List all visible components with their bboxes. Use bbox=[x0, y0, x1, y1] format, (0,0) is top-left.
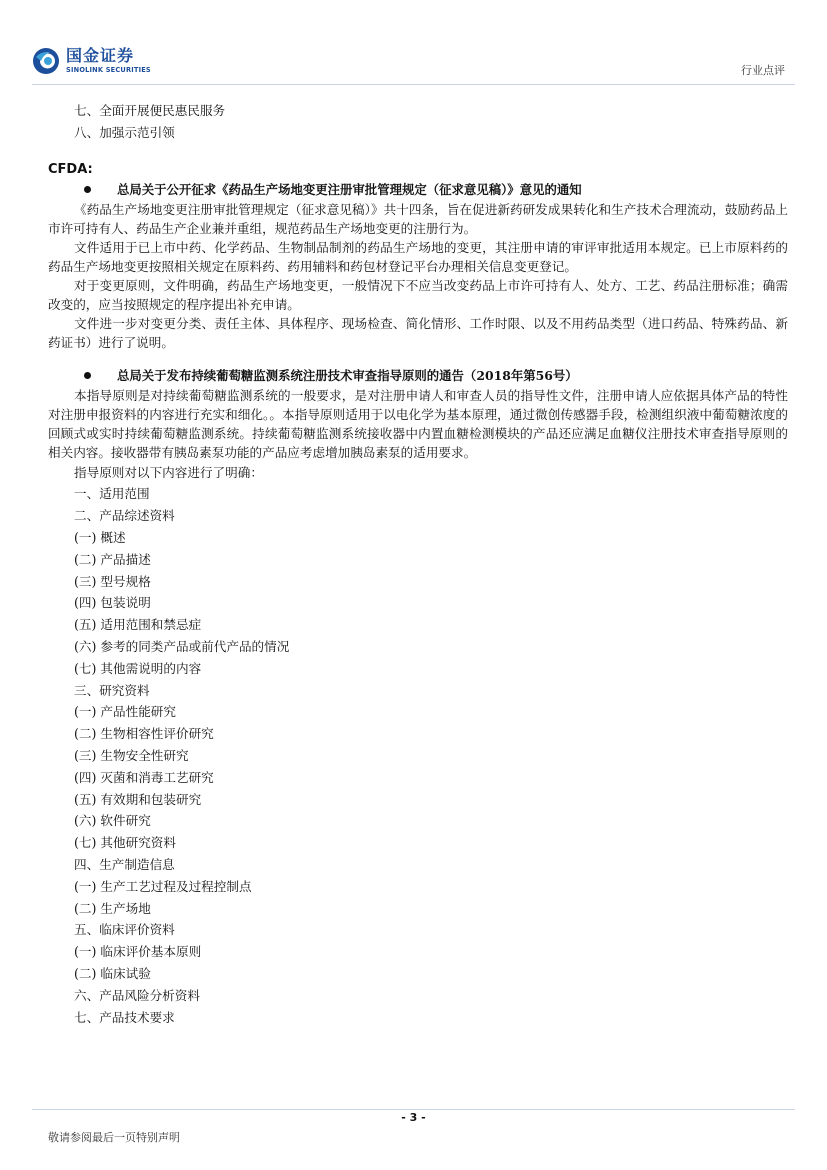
outline-item: 五、临床评价资料 bbox=[74, 922, 175, 938]
outline-item: 三、研究资料 bbox=[74, 682, 150, 698]
logo-english-name: SINOLINK SECURITIES bbox=[66, 66, 151, 75]
bullet-heading-1 bbox=[48, 180, 788, 200]
logo-chinese-name: 国金证券 bbox=[66, 46, 135, 66]
page-number: - 3 - bbox=[401, 1111, 426, 1124]
outline-item: (七) 其他研究资料 bbox=[74, 835, 176, 851]
bullet-heading-text: 总局关于公开征求《药品生产场地变更注册审批管理规定（征求意见稿）》意见的通知 bbox=[117, 181, 582, 197]
outline-item: (三) 生物安全性研究 bbox=[74, 747, 189, 763]
outline-item: (六) 参考的同类产品或前代产品的情况 bbox=[74, 638, 290, 654]
outline-item: (一) 概述 bbox=[74, 529, 126, 545]
outline-item: (一) 产品性能研究 bbox=[74, 704, 176, 720]
outline-item: (六) 软件研究 bbox=[74, 813, 151, 829]
bullet-heading-2 bbox=[48, 366, 788, 386]
outline-item: (二) 生产场地 bbox=[74, 900, 151, 916]
outline-item: (五) 适用范围和禁忌症 bbox=[74, 617, 202, 633]
outline-item: (一) 临床评价基本原则 bbox=[74, 944, 202, 960]
outline-item: (二) 产品描述 bbox=[74, 551, 151, 567]
page-header bbox=[0, 0, 827, 90]
outline-item: (一) 生产工艺过程及过程控制点 bbox=[74, 878, 252, 894]
top-list-item: 八、加强示范引领 bbox=[74, 124, 175, 140]
sinolink-logo-icon bbox=[32, 47, 60, 75]
outline-item: (二) 临床试验 bbox=[74, 965, 151, 981]
document-type-label: 行业点评 bbox=[741, 64, 785, 77]
company-logo bbox=[32, 47, 151, 75]
outline-item: 二、产品综述资料 bbox=[74, 508, 175, 524]
header-divider bbox=[32, 84, 795, 85]
bullet-heading-text: 总局关于发布持续葡萄糖监测系统注册技术审查指导原则的通告（2018年第56号） bbox=[117, 367, 578, 383]
bullet-dot-icon bbox=[84, 186, 91, 193]
document-body bbox=[48, 100, 788, 1028]
bullet-dot-icon bbox=[84, 372, 91, 379]
outline-item: (四) 包装说明 bbox=[74, 595, 151, 611]
outline-item: (三) 型号规格 bbox=[74, 573, 151, 589]
outline-item: 一、适用范围 bbox=[74, 486, 150, 502]
section-title-cfda: CFDA: bbox=[48, 161, 93, 177]
guideline-outline-list bbox=[48, 483, 788, 1028]
outline-item: 六、产品风险分析资料 bbox=[74, 987, 200, 1003]
paragraph: 文件进一步对变更分类、责任主体、具体程序、现场检查、简化情形、工作时限、以及不用药品类型（进口药品、特殊药品、新药证书）进行了说明。 bbox=[48, 315, 788, 350]
paragraph: 对于变更原则，文件明确，药品生产场地变更，一般情况下不应当改变药品上市许可持有人、处方、工艺、药品注册标准；确需改变的，应当按照规定的程序提出补充申请。 bbox=[48, 277, 788, 312]
paragraph: 《药品生产场地变更注册审批管理规定（征求意见稿）》共十四条，旨在促进新药研发成果转化和生产技术合理流动，鼓励药品上市许可持有人、药品生产企业兼并重组，规范药品生产场地变更的注册行为。 bbox=[48, 201, 788, 236]
outline-item: (四) 灭菌和消毒工艺研究 bbox=[74, 769, 214, 785]
outline-item: 七、产品技术要求 bbox=[74, 1009, 175, 1025]
outline-item: (二) 生物相容性评价研究 bbox=[74, 726, 214, 742]
outline-item: 四、生产制造信息 bbox=[74, 856, 175, 872]
footer-disclaimer: 敬请参阅最后一页特别声明 bbox=[48, 1131, 180, 1144]
paragraph: 文件适用于已上市中药、化学药品、生物制品制剂的药品生产场地的变更，其注册申请的审评审批适用本规定。已上市原料药的药品生产场地变更按照相关规定在原料药、药用辅料和药包材登记平台办理相关信息变更登记。 bbox=[48, 239, 788, 274]
list-intro: 指导原则对以下内容进行了明确： bbox=[74, 464, 263, 480]
outline-item: (五) 有效期和包装研究 bbox=[74, 791, 202, 807]
outline-item: (七) 其他需说明的内容 bbox=[74, 660, 202, 676]
footer-divider bbox=[32, 1109, 795, 1110]
paragraph: 本指导原则是对持续葡萄糖监测系统的一般要求，是对注册申请人和审查人员的指导性文件，注册申请人应依据具体产品的特性对注册申报资料的内容进行充实和细化。。本指导原则适用于以电化学为基本原理，通过微创传感器手段，检测组织液中葡萄糖浓度的回顾式或实时持续葡萄糖监测系统。持续葡萄糖监测系统接收器中内置血糖检测模块的产品还应满足血糖仪注册技术审查指导原则的相关内容。接收器带有胰岛素泵功能的产品应考虑增加胰岛素泵的适用要求。 bbox=[48, 387, 788, 460]
top-list-item: 七、全面开展便民惠民服务 bbox=[74, 103, 226, 118]
